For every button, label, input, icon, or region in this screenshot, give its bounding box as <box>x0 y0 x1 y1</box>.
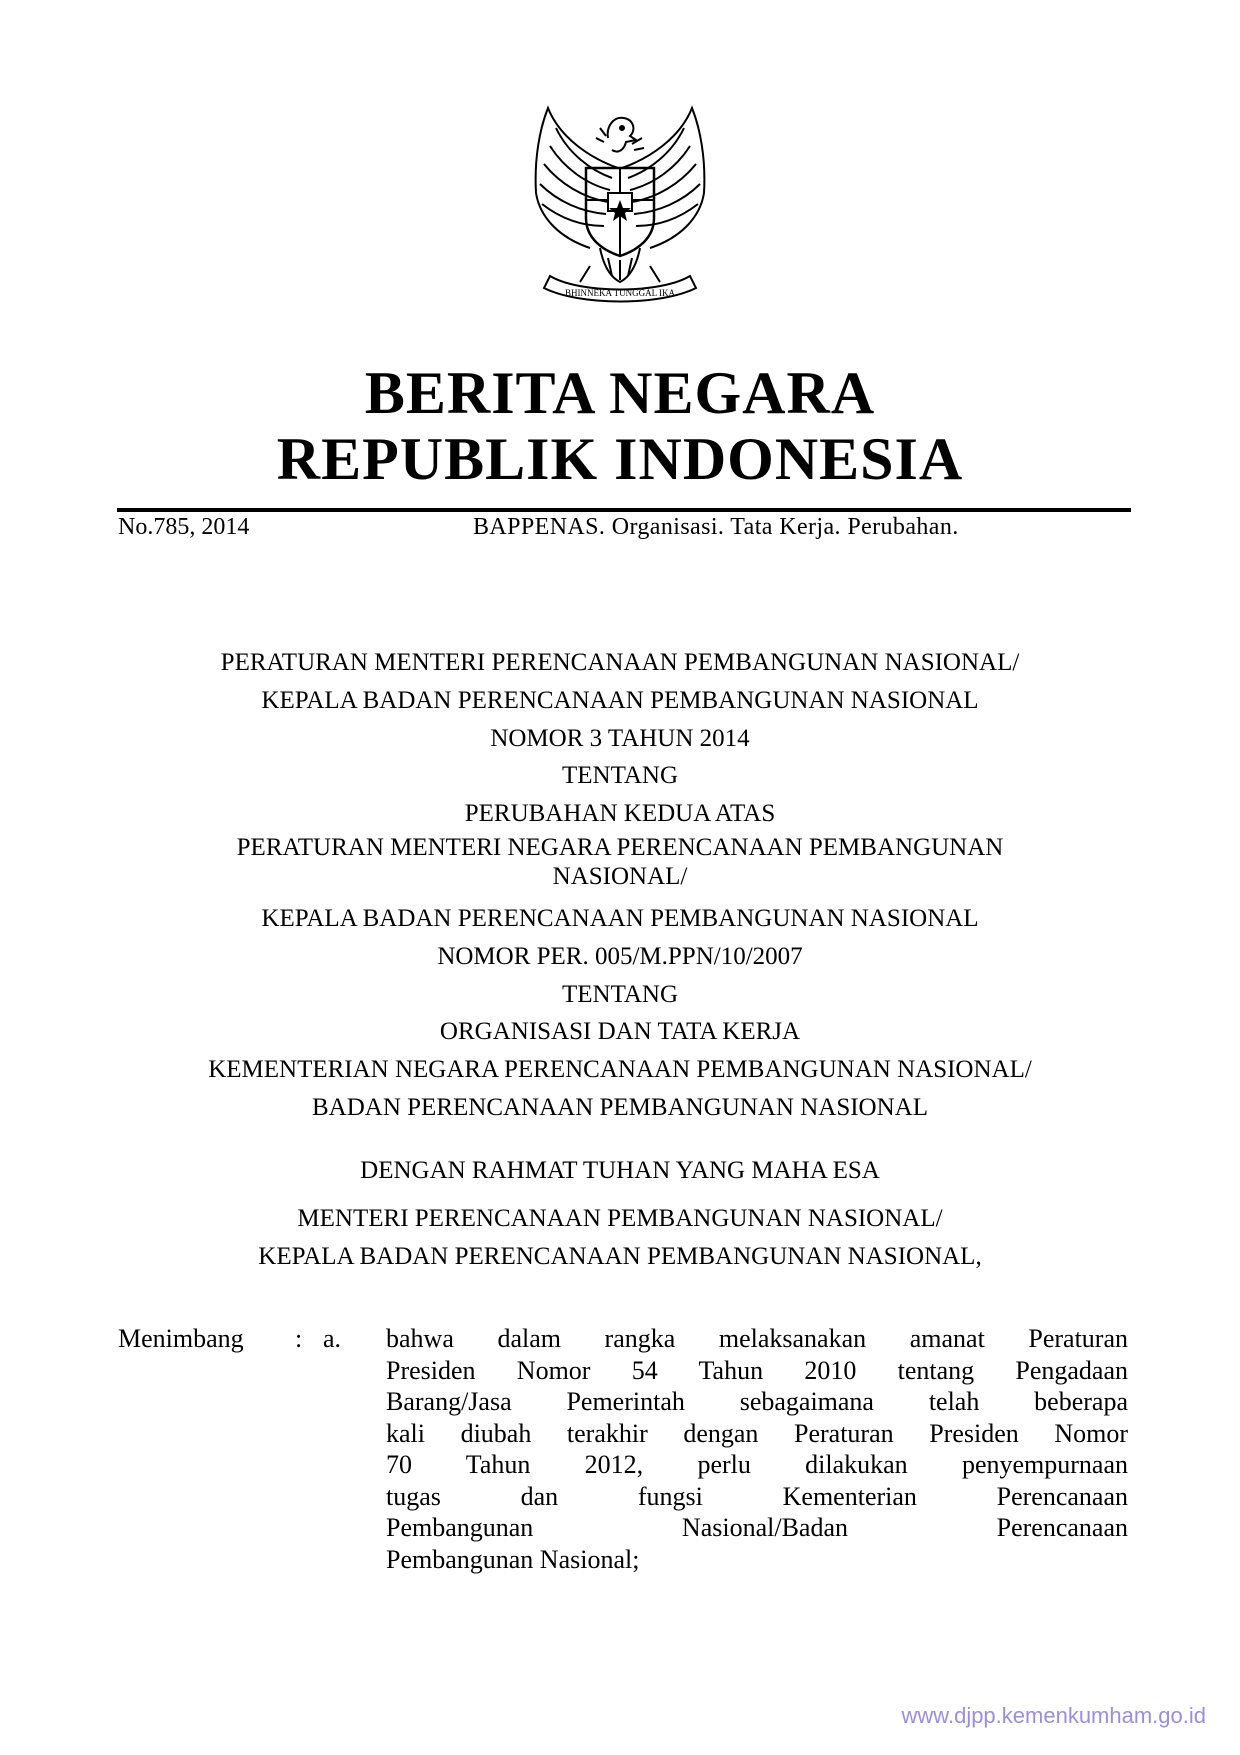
considering-line: kali diubah terakhir dengan Peraturan Presiden Nomor <box>386 1418 1128 1448</box>
title-line: PERATURAN MENTERI PERENCANAAN PEMBANGUNAN NASIONAL/ <box>220 649 1020 676</box>
title-line: BADAN PERENCANAAN PEMBANGUNAN NASIONAL <box>312 1093 928 1121</box>
considering-label: Menimbang <box>118 1324 244 1353</box>
garuda-emblem-icon <box>520 98 720 313</box>
considering-item-text <box>386 1323 1128 1575</box>
preamble-line: DENGAN RAHMAT TUHAN YANG MAHA ESA <box>360 1157 880 1184</box>
masthead-title-line1: BERITA NEGARA <box>364 360 876 426</box>
title-line: KEMENTERIAN NEGARA PERENCANAAN PEMBANGUNAN NASIONAL/ <box>208 1056 1032 1084</box>
considering-colon: : <box>295 1324 303 1353</box>
considering-line: 70 Tahun 2012, perlu dilakukan penyempurnaan <box>386 1450 1128 1479</box>
considering-line: Pembangunan Nasional/Badan Perencanaan <box>386 1513 1128 1542</box>
title-line: TENTANG <box>561 980 679 1008</box>
preamble <box>110 1152 1130 1276</box>
title-line: KEPALA BADAN PERENCANAAN PEMBANGUNAN NASIONAL <box>261 904 979 932</box>
masthead <box>0 360 1240 492</box>
title-line: NOMOR 3 TAHUN 2014 <box>490 724 750 752</box>
preamble-line: MENTERI PERENCANAAN PEMBANGUNAN NASIONAL/ <box>297 1205 943 1232</box>
masthead-divider <box>117 508 1131 512</box>
considering-line: Barang/Jasa Pemerintah sebagaimana telah beberapa <box>386 1387 1128 1416</box>
considering-line: Presiden Nomor 54 Tahun 2010 tentang Pengadaan <box>386 1355 1128 1385</box>
title-line: NASIONAL/ <box>552 862 688 890</box>
item-letter: a. <box>323 1324 342 1353</box>
considering-line: Pembangunan Nasional; <box>386 1544 640 1574</box>
title-line: PERATURAN MENTERI NEGARA PERENCANAAN PEMBANGUNAN <box>236 833 1004 861</box>
title-line: TENTANG <box>561 762 679 790</box>
title-line: ORGANISASI DAN TATA KERJA <box>439 1018 801 1046</box>
title-line: PERUBAHAN KEDUA ATAS <box>464 800 776 828</box>
title-line: KEPALA BADAN PERENCANAAN PEMBANGUNAN NASIONAL <box>261 686 979 714</box>
regulation-title <box>110 644 1130 1127</box>
svg-text:BHINNEKA TUNGGAL IKA: BHINNEKA TUNGGAL IKA <box>565 288 675 298</box>
preamble-line: KEPALA BADAN PERENCANAAN PEMBANGUNAN NASIONAL, <box>258 1243 982 1270</box>
issue-subject: BAPPENAS. Organisasi. Tata Kerja. Perubahan. <box>473 514 959 540</box>
title-line: NOMOR PER. 005/M.PPN/10/2007 <box>437 942 803 970</box>
considering-line: tugas dan fungsi Kementerian Perencanaan <box>386 1481 1128 1511</box>
masthead-title-line2: REPUBLIK INDONESIA <box>276 426 964 492</box>
source-website-link[interactable]: www.djpp.kemenkumham.go.id <box>901 1703 1206 1728</box>
issue-number: No.785, 2014 <box>118 514 250 540</box>
considering-line: bahwa dalam rangka melaksanakan amanat Peraturan <box>386 1324 1128 1353</box>
